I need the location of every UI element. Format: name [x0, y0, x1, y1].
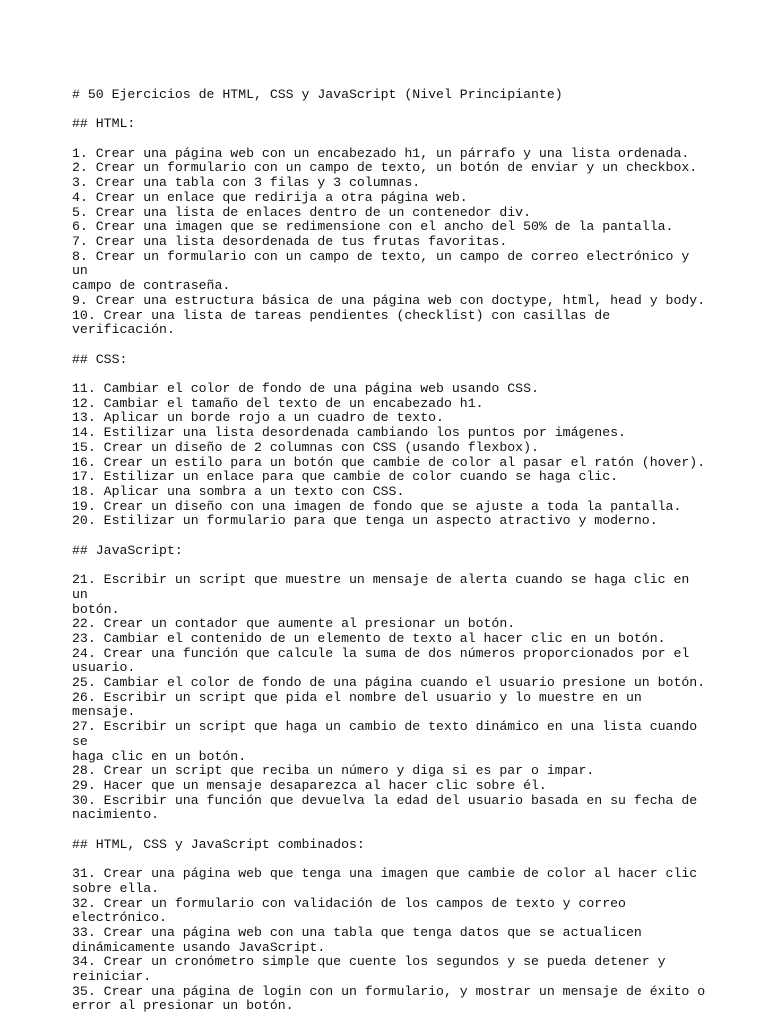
document-title: # 50 Ejercicios de HTML, CSS y JavaScript (Nivel Principiante): [72, 87, 563, 102]
exercise-item: 15. Crear un diseño de 2 columnas con CSS (usando flexbox).: [72, 439, 539, 455]
exercise-item: 25. Cambiar el color de fondo de una página cuando el usuario presione un botón.: [72, 675, 706, 691]
spacer: [72, 558, 712, 573]
section-combined: [72, 838, 712, 1014]
exercise-item: 33. Crear una página web con una tabla que tenga datos que se actualicen dinámicamente usando JavaScript.: [72, 924, 642, 955]
section-heading: ## HTML:: [72, 116, 136, 132]
exercise-list: [72, 382, 712, 529]
exercise-item: 32. Crear un formulario con validación de los campos de texto y correo electrónico.: [72, 895, 634, 926]
section-css: [72, 353, 712, 529]
exercise-item: 8. Crear un formulario con un campo de texto, un campo de correo electrónico y un campo de contraseña.: [72, 248, 690, 294]
exercise-item: 5. Crear una lista de enlaces dentro de un contenedor div.: [72, 204, 531, 220]
exercise-item: 2. Crear un formulario con un campo de texto, un botón de enviar y un checkbox.: [72, 160, 698, 176]
exercise-item: 35. Crear una página de login con un formulario, y mostrar un mensaje de éxito o error al presionar un botón.: [72, 983, 706, 1014]
exercise-item: 10. Crear una lista de tareas pendientes (checklist) con casillas de verificación.: [72, 307, 619, 338]
spacer: [72, 852, 712, 867]
exercise-item: 7. Crear una lista desordenada de tus frutas favoritas.: [72, 234, 508, 249]
exercise-list: [72, 867, 712, 1014]
exercise-item: 26. Escribir un script que pida el nombre del usuario y lo muestre en un mensaje.: [72, 689, 650, 720]
document-page: [72, 88, 712, 1014]
exercise-item: 3. Crear una tabla con 3 filas y 3 columnas.: [72, 175, 421, 191]
exercise-item: 30. Escribir una función que devuelva la edad del usuario basada en su fecha de nacimiento.: [72, 792, 698, 823]
exercise-item: 29. Hacer que un mensaje desaparezca al hacer clic sobre él.: [72, 777, 547, 793]
exercise-item: 31. Crear una página web que tenga una imagen que cambie de color al hacer clic sobre ella.: [72, 866, 698, 896]
exercise-item: 22. Crear un contador que aumente al presionar un botón.: [72, 616, 516, 632]
exercise-list: [72, 573, 712, 823]
spacer: [72, 103, 712, 118]
section-javascript: [72, 544, 712, 823]
exercise-item: 21. Escribir un script que muestre un mensaje de alerta cuando se haga clic en un botón.: [72, 572, 690, 617]
exercise-item: 28. Crear un script que reciba un número y diga si es par o impar.: [72, 763, 595, 779]
spacer: [72, 529, 712, 544]
section-heading: ## JavaScript:: [72, 542, 183, 558]
exercise-item: 11. Cambiar el color de fondo de una página web usando CSS.: [72, 381, 539, 396]
exercise-list: [72, 147, 712, 338]
exercise-item: 34. Crear un cronómetro simple que cuente los segundos y se pueda detener y reiniciar.: [72, 954, 666, 985]
section-heading: ## CSS:: [72, 351, 128, 367]
exercise-item: 18. Aplicar una sombra a un texto con CSS.: [72, 483, 405, 499]
exercise-item: 16. Crear un estilo para un botón que cambie de color al pasar el ratón (hover).: [72, 454, 706, 470]
section-heading: ## HTML, CSS y JavaScript combinados:: [72, 836, 365, 852]
exercise-item: 12. Cambiar el tamaño del texto de un encabezado h1.: [72, 395, 484, 411]
exercise-item: 17. Estilizar un enlace para que cambie de color cuando se haga clic.: [72, 469, 619, 485]
spacer: [72, 338, 712, 353]
exercise-item: 9. Crear una estructura básica de una página web con doctype, html, head y body.: [72, 292, 706, 308]
section-html: [72, 117, 712, 338]
exercise-item: 4. Crear un enlace que redirija a otra página web.: [72, 189, 468, 205]
exercise-item: 1. Crear una página web con un encabezado h1, un párrafo y una lista ordenada.: [72, 145, 690, 161]
exercise-item: 20. Estilizar un formulario para que tenga un aspecto atractivo y moderno.: [72, 513, 658, 529]
exercise-item: 13. Aplicar un borde rojo a un cuadro de texto.: [72, 410, 444, 426]
exercise-item: 6. Crear una imagen que se redimensione con el ancho del 50% de la pantalla.: [72, 219, 674, 235]
exercise-item: 14. Estilizar una lista desordenada cambiando los puntos por imágenes.: [72, 425, 626, 441]
exercise-item: 19. Crear un diseño con una imagen de fondo que se ajuste a toda la pantalla.: [72, 498, 682, 514]
spacer: [72, 823, 712, 838]
exercise-item: 24. Crear una función que calcule la suma de dos números proporcionados por el usuario.: [72, 645, 690, 676]
spacer: [72, 132, 712, 147]
spacer: [72, 367, 712, 382]
exercise-item: 27. Escribir un script que haga un cambio de texto dinámico en una lista cuando se haga clic en un botón.: [72, 719, 698, 764]
exercise-item: 23. Cambiar el contenido de un elemento de texto al hacer clic en un botón.: [72, 630, 666, 646]
